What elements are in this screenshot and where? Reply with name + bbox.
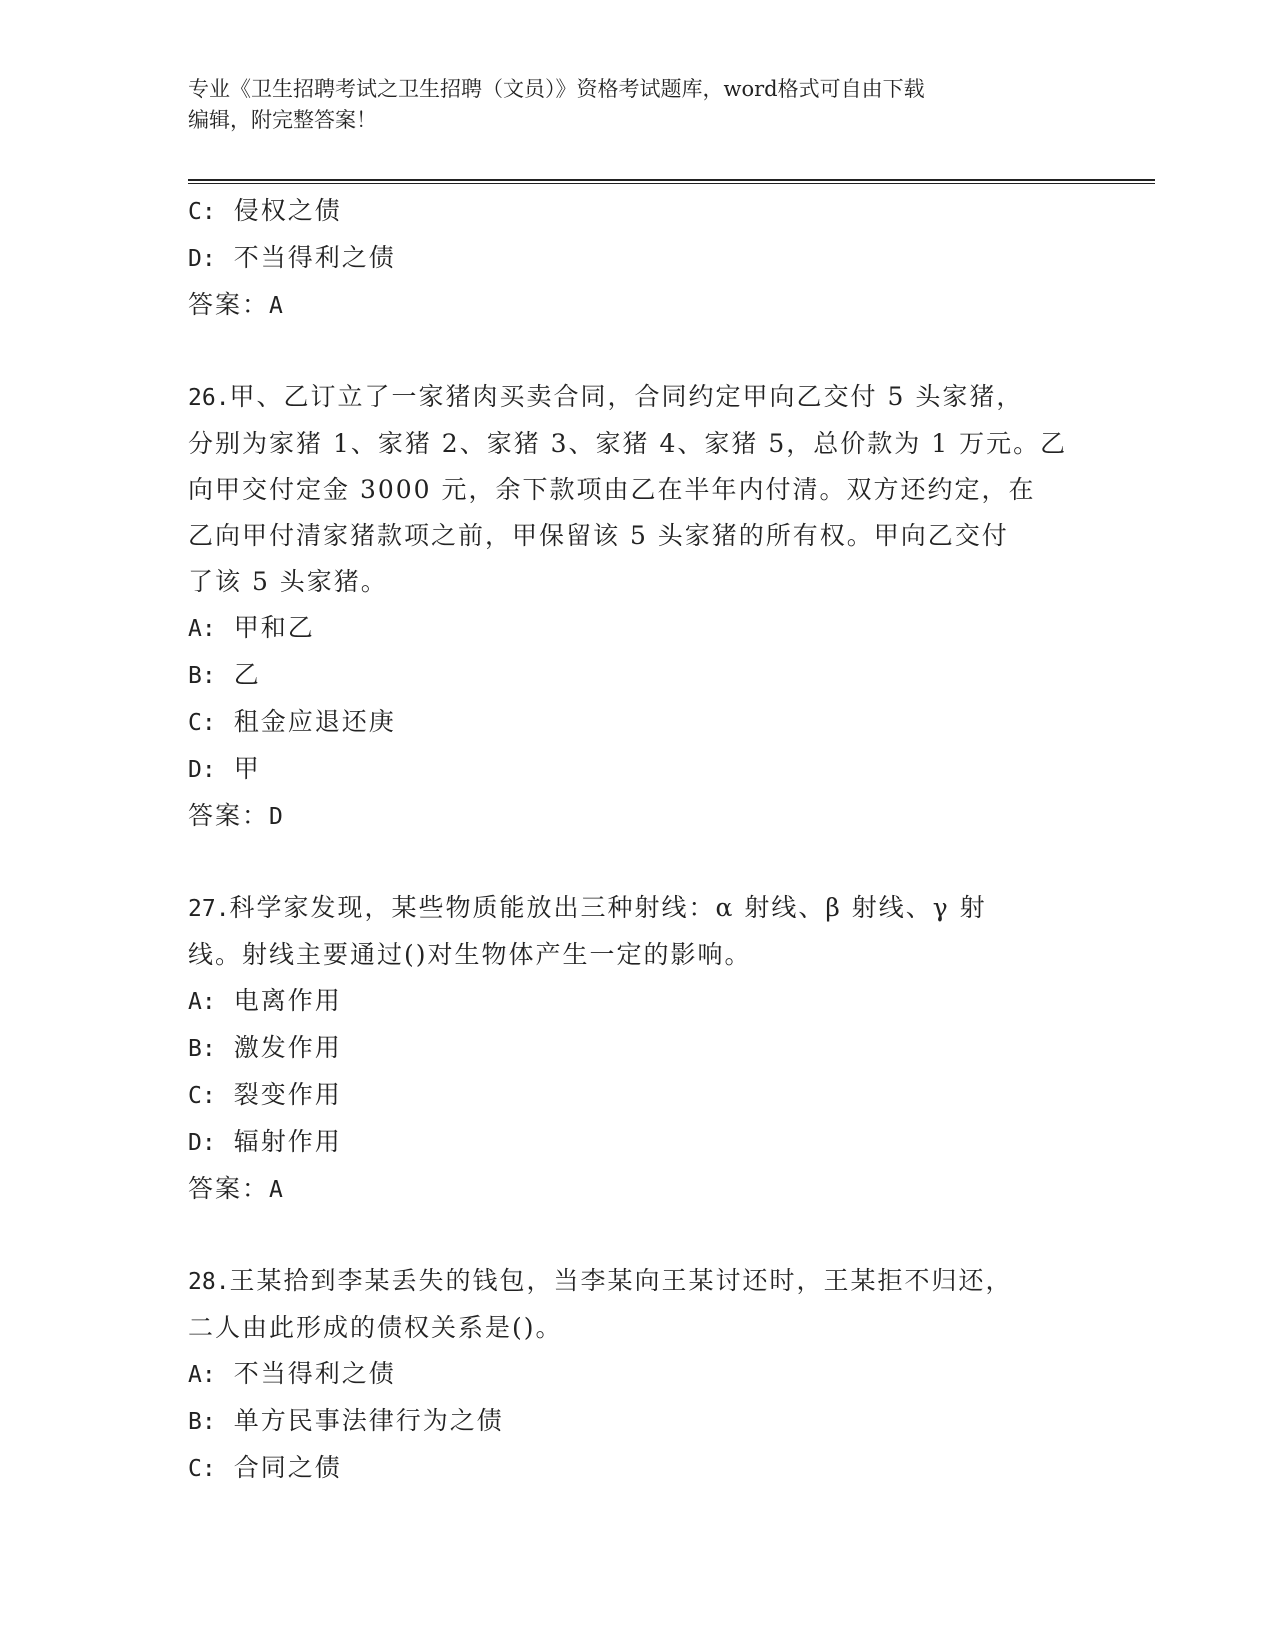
- option-d: D: 不当得利之债: [188, 243, 396, 272]
- header-line-1: 专业《卫生招聘考试之卫生招聘（文员）》资格考试题库，word格式可自由下载: [188, 77, 925, 101]
- option-a: A: 甲和乙: [188, 613, 315, 642]
- option-b: B: 激发作用: [188, 1033, 342, 1062]
- answer-line: 答案：A: [188, 290, 283, 319]
- question-number: 27.: [188, 896, 230, 922]
- question-27: [188, 885, 1088, 1213]
- question-number: 28.: [188, 1269, 230, 1295]
- previous-question-tail: [188, 188, 1088, 329]
- option-a: A: 不当得利之债: [188, 1359, 396, 1388]
- header-line-2: 编辑，附完整答案！: [188, 108, 377, 132]
- header-rule-thin: [188, 183, 1155, 184]
- answer-line: 答案：A: [188, 1174, 283, 1203]
- question-list: [188, 188, 1088, 1492]
- option-b: B: 单方民事法律行为之债: [188, 1406, 504, 1435]
- question-28: [188, 1258, 1088, 1492]
- header-rule-thick: [188, 179, 1155, 181]
- question-stem: 27.科学家发现，某些物质能放出三种射线：α 射线、β 射线、γ 射 线。射线主要通过()对生物体产生一定的影响。: [188, 893, 987, 969]
- option-a: A: 电离作用: [188, 986, 342, 1015]
- option-c: C: 合同之债: [188, 1453, 342, 1482]
- answer-line: 答案：D: [188, 801, 283, 830]
- option-b: B: 乙: [188, 660, 261, 689]
- question-stem: 26.甲、乙订立了一家猪肉买卖合同，合同约定甲向乙交付 5 头家猪， 分别为家猪 1、家猪 2、家猪 3、家猪 4、家猪 5，总价款为 1 万元。乙 向甲交付定金 3000 元，余下款项由乙在半年内付清。双方还约定，在 乙向甲付清家猪款项之前，甲保留该 5 头家猪的所有权。甲向乙交付 了该 5 头家猪。: [188, 382, 1068, 596]
- page-header: [188, 74, 1068, 136]
- option-d: D: 辐射作用: [188, 1127, 342, 1156]
- question-26: [188, 374, 1088, 840]
- option-d: D: 甲: [188, 754, 261, 783]
- option-c: C: 租金应退还庚: [188, 707, 396, 736]
- option-c: C: 裂变作用: [188, 1080, 342, 1109]
- option-c: C: 侵权之债: [188, 196, 342, 225]
- question-stem: 28.王某拾到李某丢失的钱包，当李某向王某讨还时，王某拒不归还， 二人由此形成的债权关系是()。: [188, 1266, 1013, 1342]
- question-number: 26.: [188, 385, 230, 411]
